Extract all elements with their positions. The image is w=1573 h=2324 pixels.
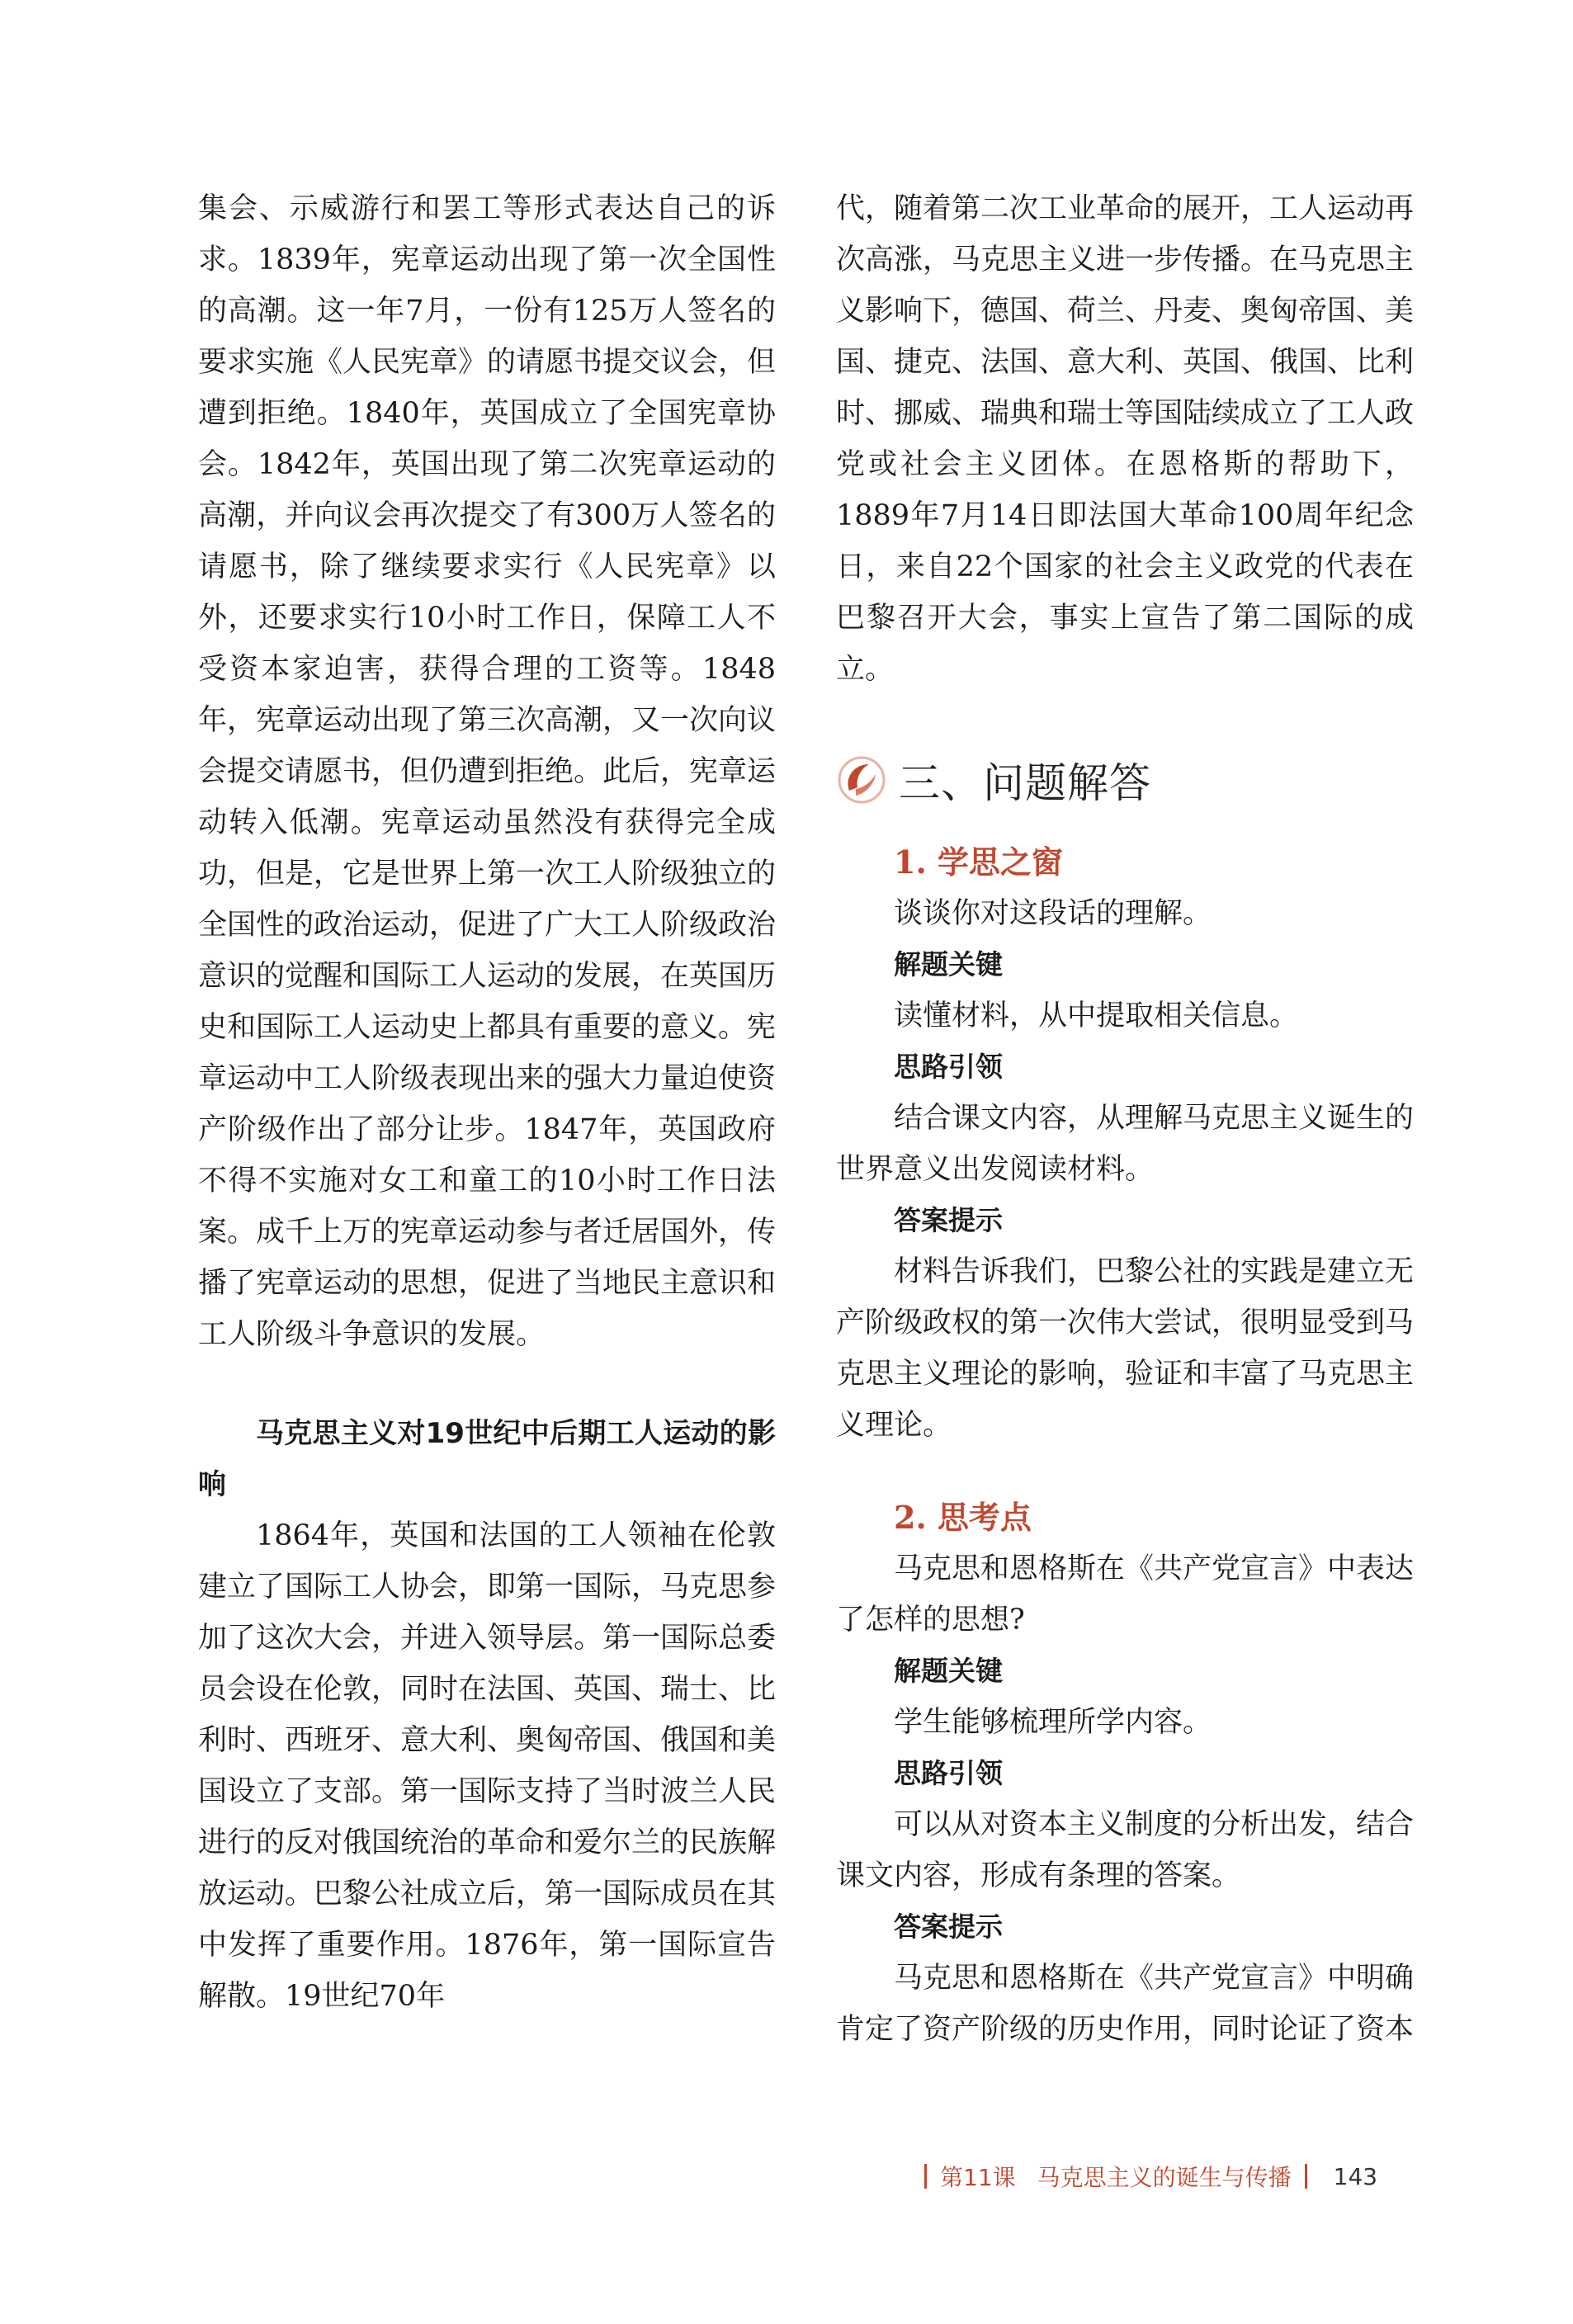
- footer-divider: [1305, 2164, 1307, 2189]
- first-international-paragraph: 1864年，英国和法国的工人领袖在伦敦建立了国际工人协会，即第一国际，马克思参加了这次大会，并进入领导层。第一国际总委员会设在伦敦，同时在法国、英国、瑞士、比利时、西班牙、意大利、奥匈帝国、俄国和美国设立了支部。第一国际支持了当时波兰人民进行的反对俄国统治的革命和爱尔兰的民族解放运动。巴黎公社成立后，第一国际成员在其中发挥了重要作用。1876年，第一国际宣告解散。19世纪70年: [198, 1519, 777, 2013]
- question-2-answer-label: 答案提示: [894, 1911, 1003, 1943]
- question-2-answer: 马克思和恩格斯在《共产党宣言》中明确肯定了资产阶级的历史作用，同时论证了资本: [836, 1962, 1415, 2046]
- section-swirl-icon: [836, 754, 887, 805]
- question-1-text: 谈谈你对这段话的理解。: [894, 897, 1212, 930]
- left-column: [198, 183, 776, 2022]
- question-1-guide: 结合课文内容，从理解马克思主义诞生的世界意义出发阅读材料。: [836, 1102, 1415, 1186]
- question-2-key: 学生能够梳理所学内容。: [894, 1706, 1212, 1739]
- question-1-key: 读懂材料，从中提取相关信息。: [894, 999, 1299, 1032]
- question-2-key-label: 解题关键: [894, 1655, 1003, 1687]
- question-1-title: 1. 学思之窗: [894, 843, 1063, 881]
- subsection-heading: 马克思主义对19世纪中后期工人运动的影响: [198, 1417, 776, 1501]
- question-1-guide-label: 思路引领: [894, 1051, 1003, 1083]
- right-column: [836, 183, 1414, 2055]
- page-footer: [924, 2156, 1377, 2197]
- chartism-paragraph: 集会、示威游行和罢工等形式表达自己的诉求。1839年，宪章运动出现了第一次全国性的高潮。这一年7月，一份有125万人签名的要求实施《人民宪章》的请愿书提交议会，但遭到拒绝。1840年，英国成立了全国宪章协会。1842年，英国出现了第二次宪章运动的高潮，并向议会再次提交了有300万人签名的请愿书，除了继续要求实行《人民宪章》以外，还要求实行10小时工作日，保障工人不受资本家迫害，获得合理的工资等。1848年，宪章运动出现了第三次高潮，又一次向议会提交请愿书，但仍遭到拒绝。此后，宪章运动转入低潮。宪章运动虽然没有获得完全成功，但是，它是世界上第一次工人阶级独立的全国性的政治运动，促进了广大工人阶级政治意识的觉醒和国际工人运动的发展，在英国历史和国际工人运动史上都具有重要的意义。宪章运动中工人阶级表现出来的强大力量迫使资产阶级作出了部分让步。1847年，英国政府不得不实施对女工和童工的10小时工作日法案。成千上万的宪章运动参与者迁居国外，传播了宪章运动的思想，促进了当地民主意识和工人阶级斗争意识的发展。: [198, 192, 777, 1351]
- question-1-answer-label: 答案提示: [894, 1204, 1003, 1236]
- question-2-guide: 可以从对资本主义制度的分析出发，结合课文内容，形成有条理的答案。: [836, 1808, 1415, 1892]
- footer-lesson: 第11课: [940, 2164, 1016, 2191]
- question-2-guide-label: 思路引领: [894, 1757, 1003, 1789]
- question-1-answer: 材料告诉我们，巴黎公社的实践是建立无产阶级政权的第一次伟大尝试，很明显受到马克思主义理论的影响，验证和丰富了马克思主义理论。: [836, 1255, 1415, 1442]
- footer-divider: [924, 2164, 927, 2189]
- second-international-paragraph: 代，随着第二次工业革命的展开，工人运动再次高涨，马克思主义进一步传播。在马克思主义影响下，德国、荷兰、丹麦、奥匈帝国、美国、捷克、法国、意大利、英国、俄国、比利时、挪威、瑞典和瑞士等国陆续成立了工人政党或社会主义团体。在恩格斯的帮助下，1889年7月14日即法国大革命100周年纪念日，来自22个国家的社会主义政党的代表在巴黎召开大会，事实上宣告了第二国际的成立。: [836, 192, 1415, 686]
- question-2-text: 马克思和恩格斯在《共产党宣言》中表达了怎样的思想?: [836, 1552, 1415, 1637]
- section-title: 三、问题解答: [899, 759, 1151, 807]
- question-2-title: 2. 思考点: [894, 1499, 1032, 1536]
- section-heading: [836, 743, 1414, 817]
- footer-title: 马克思主义的诞生与传播: [1037, 2164, 1292, 2191]
- question-1-key-label: 解题关键: [894, 948, 1003, 980]
- page-number: 143: [1333, 2162, 1378, 2190]
